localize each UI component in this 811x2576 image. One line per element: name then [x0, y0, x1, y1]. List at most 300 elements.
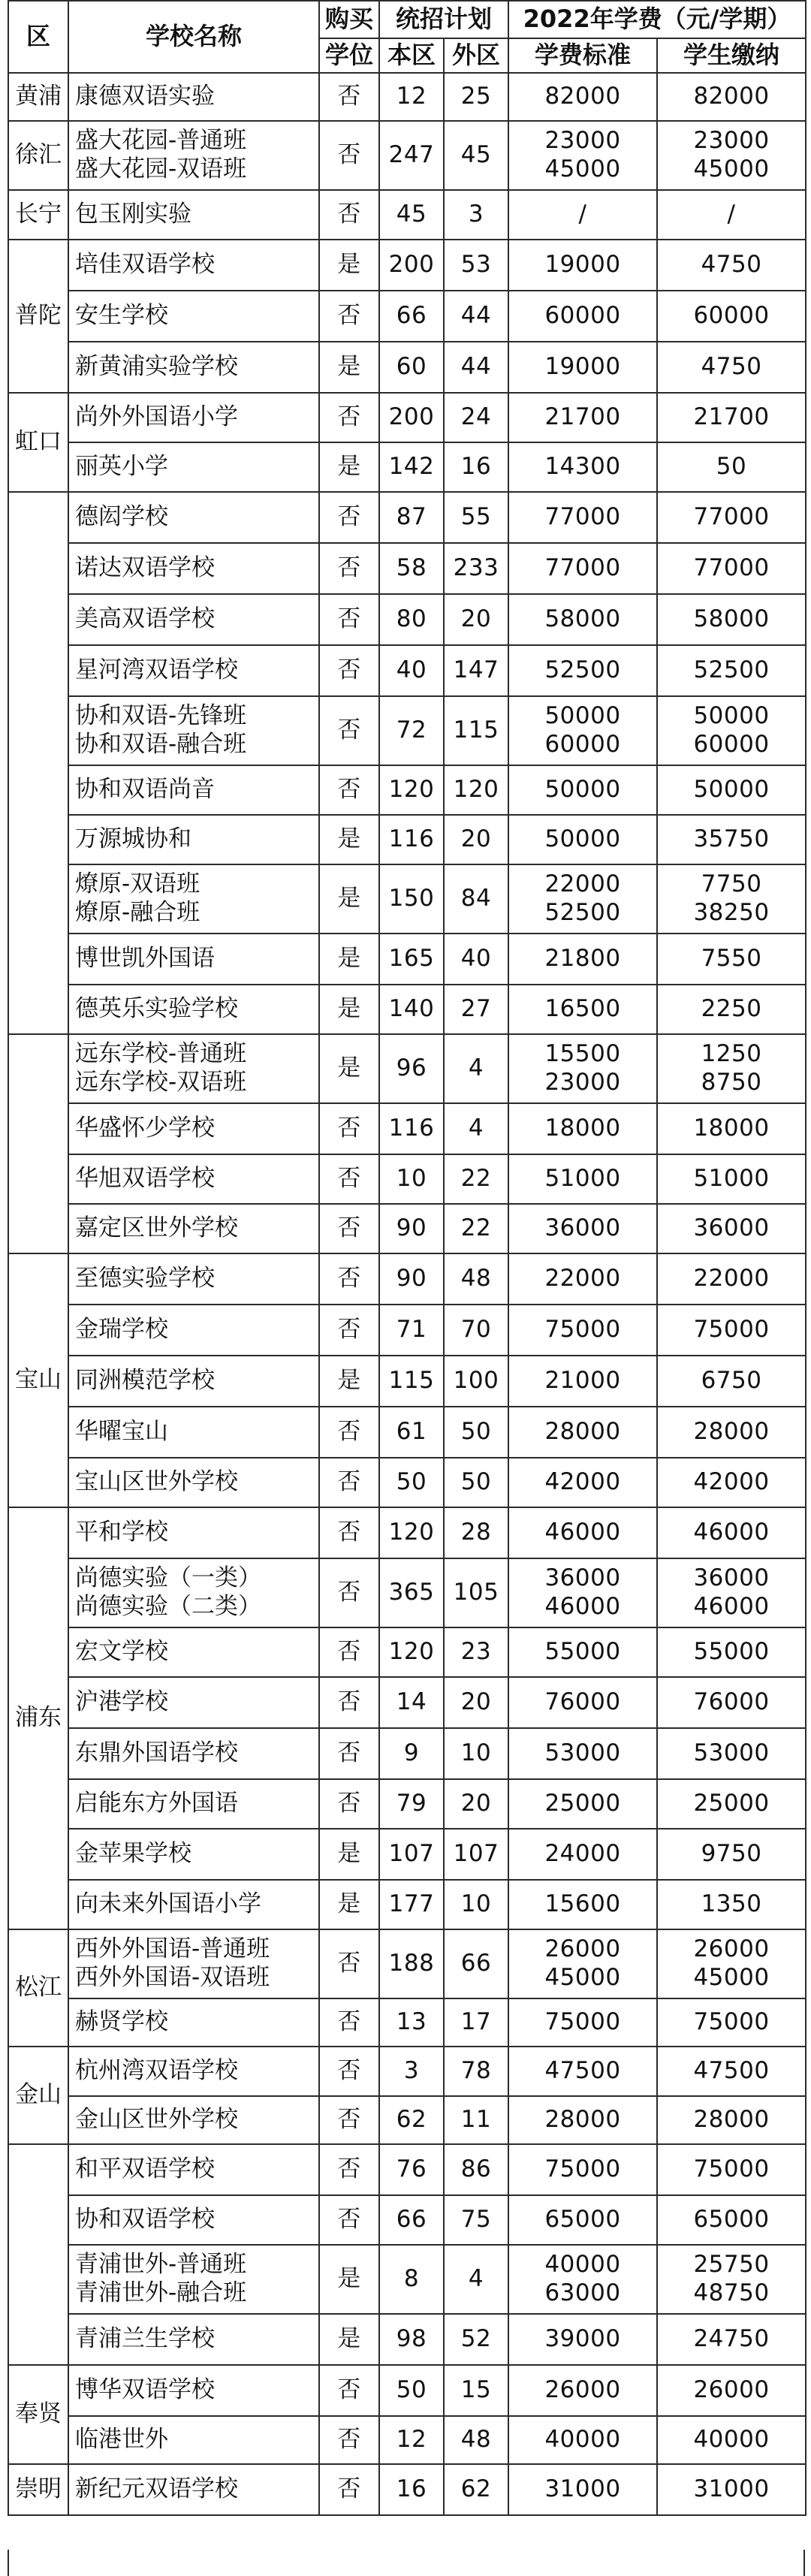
table-row [8, 543, 806, 594]
tuition-standard-cell [508, 2416, 657, 2464]
outside-quota-cell: 233 [444, 543, 508, 594]
table-row [8, 2096, 806, 2144]
student-payment-cell [657, 2195, 806, 2245]
tuition-standard-value: 42000 [544, 1468, 621, 1496]
table-row [8, 2144, 806, 2195]
school-name: 宝山区世外学校 [75, 1468, 238, 1496]
outside-quota-cell: 70 [444, 1305, 508, 1356]
tuition-standard-value: 19000 [544, 353, 621, 381]
tuition-standard-cell [508, 1154, 657, 1204]
purchase-cell: 否 [319, 1677, 379, 1728]
purchase-cell: 是 [319, 2314, 379, 2365]
table-row [8, 2047, 806, 2096]
table-row [8, 1458, 806, 1507]
outside-quota-cell: 20 [444, 594, 508, 645]
table-row [8, 492, 806, 543]
school-name: 美高双语学校 [75, 605, 215, 633]
local-quota-cell: 142 [379, 442, 444, 492]
student-payment-cell [657, 934, 806, 985]
outside-quota-cell: 15 [444, 2365, 508, 2416]
table-row [8, 291, 806, 342]
outside-quota-cell: 105 [444, 1558, 508, 1627]
student-payment-value: 36000 [693, 1564, 770, 1592]
school-name: 宏文学校 [75, 1638, 168, 1666]
school-name-cell [68, 1204, 319, 1253]
school-name-cell [68, 1558, 319, 1627]
school-name-cell [68, 1407, 319, 1458]
table-bottom-space [8, 2550, 805, 2576]
school-name: 尚德实验（一类） [75, 1564, 261, 1592]
tuition-standard-value: 50000 [544, 825, 621, 853]
outside-quota-cell: 4 [444, 2245, 508, 2314]
purchase-cell: 否 [319, 393, 379, 442]
table-row [8, 1929, 806, 1998]
tuition-standard-value: 36000 [544, 1564, 621, 1592]
tuition-standard-value: 77000 [544, 503, 621, 531]
school-name: 青浦世外-融合班 [75, 2279, 247, 2306]
outside-quota-cell: 4 [444, 1103, 508, 1154]
student-payment-value: 65000 [693, 2206, 770, 2234]
tuition-standard-value: 55000 [544, 1638, 621, 1666]
local-quota-cell: 62 [379, 2096, 444, 2144]
table-row [8, 240, 806, 291]
table-row [8, 121, 806, 190]
header-payment: 学生缴纳 [657, 38, 806, 73]
local-quota-cell: 10 [379, 1154, 444, 1204]
header-outside: 外区 [444, 38, 508, 73]
school-name: 和平双语学校 [75, 2155, 215, 2183]
school-name: 临港世外 [75, 2426, 168, 2454]
tuition-standard-value: 36000 [544, 1214, 621, 1242]
school-name-cell [68, 594, 319, 645]
outside-quota-cell: 25 [444, 73, 508, 121]
student-payment-value: 8750 [701, 1069, 762, 1096]
tuition-standard-value: 52500 [544, 899, 621, 926]
purchase-cell: 否 [319, 1407, 379, 1458]
outside-quota-cell: 75 [444, 2195, 508, 2245]
student-payment-value: 53000 [693, 1739, 770, 1767]
school-name-cell [68, 815, 319, 864]
school-name: 盛大花园-双语班 [75, 155, 247, 182]
student-payment-cell [657, 2245, 806, 2314]
tuition-standard-cell [508, 1356, 657, 1407]
table-row [8, 1204, 806, 1253]
student-payment-cell [657, 696, 806, 765]
student-payment-value: 22000 [693, 1265, 770, 1293]
school-name-cell [68, 342, 319, 393]
table-row [8, 1677, 806, 1728]
school-name: 赫贤学校 [75, 2008, 168, 2036]
local-quota-cell: 16 [379, 2464, 444, 2515]
table-row [8, 1829, 806, 1880]
tuition-standard-value: 76000 [544, 1688, 621, 1716]
school-name-cell [68, 934, 319, 985]
outside-quota-cell: 20 [444, 1677, 508, 1728]
local-quota-cell: 76 [379, 2144, 444, 2195]
outside-quota-cell: 16 [444, 442, 508, 492]
table-row [8, 2365, 806, 2416]
student-payment-value: 26000 [693, 2376, 770, 2404]
tuition-standard-cell [508, 1677, 657, 1728]
tuition-standard-cell [508, 121, 657, 190]
student-payment-cell [657, 1103, 806, 1154]
local-quota-cell: 140 [379, 985, 444, 1034]
outside-quota-cell: 4 [444, 1034, 508, 1103]
student-payment-cell [657, 342, 806, 393]
school-name: 燎原-融合班 [75, 899, 200, 926]
outside-quota-cell: 17 [444, 1998, 508, 2047]
school-name: 德英乐实验学校 [75, 995, 238, 1023]
student-payment-value: 48750 [693, 2279, 770, 2306]
local-quota-cell: 365 [379, 1558, 444, 1627]
table-header [8, 1, 806, 73]
student-payment-cell [657, 815, 806, 864]
tuition-standard-value: 24000 [544, 1840, 621, 1868]
local-quota-cell: 120 [379, 1507, 444, 1558]
school-name-cell [68, 1034, 319, 1103]
student-payment-cell [657, 1677, 806, 1728]
tuition-standard-value: 53000 [544, 1739, 621, 1767]
tuition-standard-value: 65000 [544, 2206, 621, 2234]
school-name: 同洲模范学校 [75, 1367, 215, 1395]
local-quota-cell: 165 [379, 934, 444, 985]
school-name-cell [68, 864, 319, 934]
header-purchase-bottom: 学位 [319, 38, 379, 73]
school-name-cell [68, 696, 319, 765]
student-payment-cell [657, 1728, 806, 1779]
tuition-standard-cell [508, 2314, 657, 2365]
tuition-standard-cell [508, 1507, 657, 1558]
local-quota-cell: 90 [379, 1253, 444, 1305]
district-cell [8, 1034, 68, 1253]
purchase-cell: 否 [319, 1458, 379, 1507]
local-quota-cell: 188 [379, 1929, 444, 1998]
outside-quota-cell: 3 [444, 190, 508, 240]
student-payment-cell [657, 291, 806, 342]
outside-quota-cell: 84 [444, 864, 508, 934]
student-payment-value: 26000 [693, 1935, 770, 1963]
purchase-cell: 是 [319, 815, 379, 864]
student-payment-cell [657, 1204, 806, 1253]
tuition-standard-cell [508, 1829, 657, 1880]
tuition-standard-cell [508, 1103, 657, 1154]
district-cell: 宝山 [8, 1253, 68, 1507]
student-payment-value: 28000 [693, 2106, 770, 2134]
student-payment-cell [657, 240, 806, 291]
tuition-standard-cell [508, 696, 657, 765]
student-payment-cell [657, 1356, 806, 1407]
outside-quota-cell: 20 [444, 815, 508, 864]
local-quota-cell: 58 [379, 543, 444, 594]
outside-quota-cell: 115 [444, 696, 508, 765]
student-payment-cell [657, 121, 806, 190]
school-name: 西外外国语-双语班 [75, 1964, 270, 1991]
tuition-standard-cell [508, 815, 657, 864]
tuition-standard-cell [508, 985, 657, 1034]
outside-quota-cell: 27 [444, 985, 508, 1034]
tuition-standard-value: 28000 [544, 1418, 621, 1446]
school-name: 远东学校-双语班 [75, 1069, 247, 1096]
purchase-cell: 否 [319, 696, 379, 765]
student-payment-value: 6750 [701, 1367, 762, 1395]
outside-quota-cell: 53 [444, 240, 508, 291]
student-payment-value: 23000 [693, 127, 770, 155]
outside-quota-cell: 62 [444, 2464, 508, 2515]
purchase-cell: 否 [319, 2365, 379, 2416]
student-payment-value: / [727, 201, 736, 228]
school-name: 至德实验学校 [75, 1265, 215, 1293]
school-name: 培佳双语学校 [75, 251, 215, 279]
school-name-cell [68, 2314, 319, 2365]
student-payment-cell [657, 1458, 806, 1507]
purchase-cell: 是 [319, 342, 379, 393]
student-payment-value: 76000 [693, 1688, 770, 1716]
school-name-cell [68, 2245, 319, 2314]
tuition-standard-value: 22000 [544, 1265, 621, 1293]
outside-quota-cell: 86 [444, 2144, 508, 2195]
local-quota-cell: 66 [379, 291, 444, 342]
outside-quota-cell: 48 [444, 1253, 508, 1305]
school-name-cell [68, 393, 319, 442]
local-quota-cell: 107 [379, 1829, 444, 1880]
outside-quota-cell: 107 [444, 1829, 508, 1880]
tuition-standard-cell [508, 1627, 657, 1677]
tuition-standard-value: 82000 [544, 83, 621, 110]
tuition-standard-value: 63000 [544, 2279, 621, 2306]
school-name-cell [68, 765, 319, 815]
school-name-cell [68, 1779, 319, 1829]
school-name: 尚德实验（二类） [75, 1593, 261, 1620]
school-name: 协和双语学校 [75, 2206, 215, 2234]
local-quota-cell: 71 [379, 1305, 444, 1356]
school-name: 万源城协和 [75, 825, 191, 853]
student-payment-value: 7550 [701, 945, 762, 973]
header-standard: 学费标准 [508, 38, 657, 73]
tuition-standard-cell [508, 393, 657, 442]
purchase-cell: 是 [319, 1034, 379, 1103]
school-name-cell [68, 240, 319, 291]
table-row [8, 73, 806, 121]
local-quota-cell: 96 [379, 1034, 444, 1103]
school-name-cell [68, 2096, 319, 2144]
purchase-cell: 是 [319, 240, 379, 291]
tuition-standard-cell [508, 934, 657, 985]
table-row [8, 1305, 806, 1356]
student-payment-cell [657, 985, 806, 1034]
school-name: 协和双语-融合班 [75, 731, 247, 758]
table-row [8, 442, 806, 492]
school-name-cell [68, 2464, 319, 2515]
local-quota-cell: 8 [379, 2245, 444, 2314]
student-payment-value: 75000 [693, 2008, 770, 2036]
tuition-standard-cell [508, 864, 657, 934]
tuition-standard-value: / [578, 201, 587, 228]
student-payment-value: 42000 [693, 1468, 770, 1496]
student-payment-cell [657, 594, 806, 645]
district-cell: 金山 [8, 2047, 68, 2144]
tuition-standard-cell [508, 2195, 657, 2245]
outside-quota-cell: 78 [444, 2047, 508, 2096]
school-name-cell [68, 985, 319, 1034]
school-name-cell [68, 1103, 319, 1154]
school-name: 青浦兰生学校 [75, 2325, 215, 2353]
tuition-standard-value: 23000 [544, 127, 621, 155]
outside-quota-cell: 120 [444, 765, 508, 815]
tuition-standard-cell [508, 342, 657, 393]
local-quota-cell: 50 [379, 2365, 444, 2416]
tuition-standard-value: 18000 [544, 1115, 621, 1142]
tuition-standard-value: 22000 [544, 870, 621, 898]
table-row [8, 1558, 806, 1627]
tuition-standard-value: 23000 [544, 1069, 621, 1096]
table-row [8, 1103, 806, 1154]
student-payment-value: 75000 [693, 2155, 770, 2183]
school-name: 华盛怀少学校 [75, 1115, 215, 1142]
student-payment-cell [657, 393, 806, 442]
tuition-standard-cell [508, 2144, 657, 2195]
outside-quota-cell: 50 [444, 1407, 508, 1458]
student-payment-value: 50 [716, 453, 747, 481]
local-quota-cell: 120 [379, 765, 444, 815]
tuition-standard-cell [508, 1204, 657, 1253]
school-name-cell [68, 2144, 319, 2195]
student-payment-cell [657, 2096, 806, 2144]
local-quota-cell: 61 [379, 1407, 444, 1458]
purchase-cell: 是 [319, 1880, 379, 1929]
school-name-cell [68, 1728, 319, 1779]
school-name-cell [68, 190, 319, 240]
purchase-cell: 否 [319, 1929, 379, 1998]
school-name-cell [68, 492, 319, 543]
local-quota-cell: 98 [379, 2314, 444, 2365]
student-payment-cell [657, 492, 806, 543]
purchase-cell: 是 [319, 985, 379, 1034]
purchase-cell: 否 [319, 492, 379, 543]
table-row [8, 1507, 806, 1558]
outside-quota-cell: 44 [444, 342, 508, 393]
student-payment-value: 4750 [701, 251, 762, 279]
school-name: 尚外外国语小学 [75, 403, 238, 431]
tuition-standard-cell [508, 645, 657, 696]
school-name-cell [68, 1507, 319, 1558]
table-body [8, 73, 806, 2515]
local-quota-cell: 3 [379, 2047, 444, 2096]
student-payment-cell [657, 1558, 806, 1627]
student-payment-value: 47500 [693, 2057, 770, 2085]
student-payment-value: 55000 [693, 1638, 770, 1666]
district-cell: 奉贤 [8, 2365, 68, 2464]
district-cell: 虹口 [8, 393, 68, 492]
tuition-standard-value: 26000 [544, 2376, 621, 2404]
student-payment-cell [657, 73, 806, 121]
tuition-standard-value: 15600 [544, 1890, 621, 1918]
tuition-standard-value: 21700 [544, 403, 621, 431]
school-name: 华旭双语学校 [75, 1165, 215, 1193]
tuition-standard-value: 75000 [544, 1316, 621, 1344]
outside-quota-cell: 28 [444, 1507, 508, 1558]
district-cell: 普陀 [8, 240, 68, 393]
local-quota-cell: 66 [379, 2195, 444, 2245]
school-name-cell [68, 1305, 319, 1356]
outside-quota-cell: 11 [444, 2096, 508, 2144]
student-payment-cell [657, 442, 806, 492]
student-payment-value: 40000 [693, 2426, 770, 2454]
local-quota-cell: 79 [379, 1779, 444, 1829]
tuition-standard-cell [508, 1929, 657, 1998]
local-quota-cell: 200 [379, 240, 444, 291]
tuition-standard-cell [508, 2245, 657, 2314]
student-payment-value: 50000 [693, 702, 770, 730]
outside-quota-cell: 22 [444, 1154, 508, 1204]
table-row [8, 1407, 806, 1458]
school-name: 嘉定区世外学校 [75, 1214, 238, 1242]
student-payment-value: 18000 [693, 1115, 770, 1142]
student-payment-value: 24750 [693, 2325, 770, 2353]
district-cell: 松江 [8, 1929, 68, 2047]
table-row [8, 1356, 806, 1407]
student-payment-cell [657, 2314, 806, 2365]
local-quota-cell: 60 [379, 342, 444, 393]
purchase-cell: 否 [319, 2195, 379, 2245]
outside-quota-cell: 52 [444, 2314, 508, 2365]
tuition-standard-cell [508, 190, 657, 240]
table-row [8, 696, 806, 765]
school-name: 金瑞学校 [75, 1316, 168, 1344]
header-school-name: 学校名称 [68, 1, 319, 73]
outside-quota-cell: 50 [444, 1458, 508, 1507]
school-name: 包玉刚实验 [75, 201, 191, 228]
school-name: 华曜宝山 [75, 1418, 168, 1446]
tuition-standard-cell [508, 492, 657, 543]
tuition-standard-value: 16500 [544, 995, 621, 1023]
local-quota-cell: 116 [379, 815, 444, 864]
student-payment-value: 21700 [693, 403, 770, 431]
school-name: 诺达双语学校 [75, 554, 215, 582]
school-name-cell [68, 1253, 319, 1305]
local-quota-cell: 80 [379, 594, 444, 645]
table-row [8, 1034, 806, 1103]
tuition-standard-cell [508, 291, 657, 342]
table-row [8, 594, 806, 645]
student-payment-cell [657, 864, 806, 934]
tuition-standard-cell [508, 1253, 657, 1305]
student-payment-cell [657, 2144, 806, 2195]
tuition-standard-value: 19000 [544, 251, 621, 279]
student-payment-value: 58000 [693, 605, 770, 633]
local-quota-cell: 90 [379, 1204, 444, 1253]
student-payment-value: 77000 [693, 503, 770, 531]
school-name-cell [68, 1929, 319, 1998]
table-row [8, 1154, 806, 1204]
tuition-standard-value: 50000 [544, 776, 621, 804]
purchase-cell: 是 [319, 1356, 379, 1407]
student-payment-cell [657, 1929, 806, 1998]
student-payment-value: 51000 [693, 1165, 770, 1193]
student-payment-cell [657, 1154, 806, 1204]
tuition-standard-cell [508, 1779, 657, 1829]
tuition-standard-cell [508, 543, 657, 594]
school-name: 远东学校-普通班 [75, 1040, 247, 1068]
tuition-standard-cell [508, 73, 657, 121]
tuition-standard-cell [508, 594, 657, 645]
student-payment-value: 9750 [701, 1840, 762, 1868]
local-quota-cell: 13 [379, 1998, 444, 2047]
student-payment-value: 50000 [693, 776, 770, 804]
school-name: 启能东方外国语 [75, 1790, 238, 1817]
student-payment-value: 25750 [693, 2251, 770, 2279]
student-payment-value: 25000 [693, 1790, 770, 1817]
local-quota-cell: 247 [379, 121, 444, 190]
